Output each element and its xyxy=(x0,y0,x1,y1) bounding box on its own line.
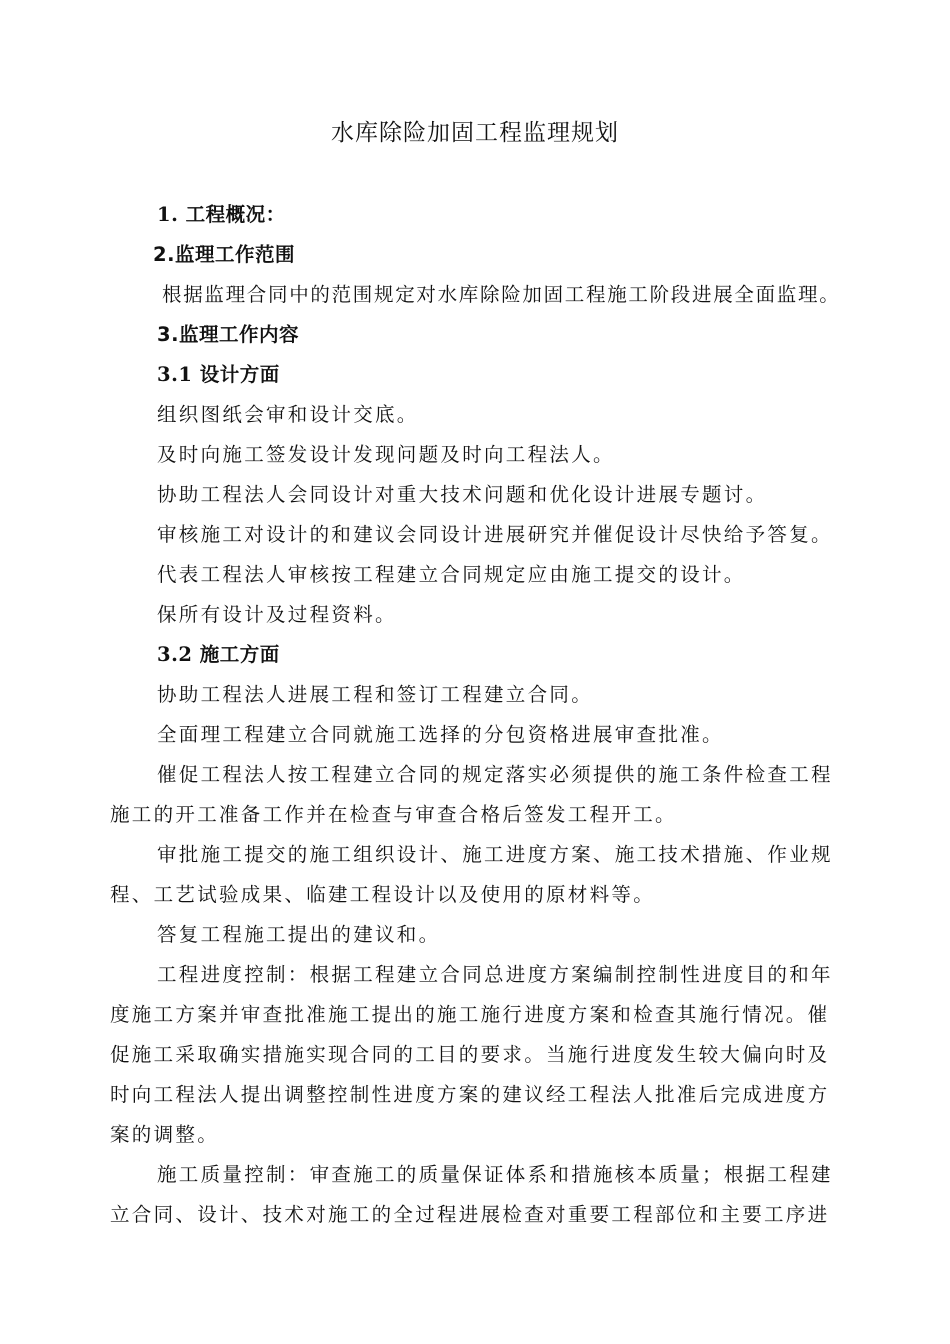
paragraph-line: 促施工采取确实措施实现合同的工目的要求。当施行进度发生较大偏向时及 xyxy=(110,1043,830,1066)
paragraph-line: 施工质量控制：审查施工的质量保证体系和措施核本质量；根据工程建 xyxy=(157,1163,833,1186)
paragraph-line: 时向工程法人提出调整控制性进度方案的建议经工程法人批准后完成进度方 xyxy=(110,1083,830,1106)
paragraph-line: 施工的开工准备工作并在检查与审查合格后签发工程开工。 xyxy=(110,803,677,826)
paragraph-line: 催促工程法人按工程建立合同的规定落实必须提供的施工条件检查工程 xyxy=(157,763,833,786)
paragraph-line: 及时向施工签发设计发现问题及时向工程法人。 xyxy=(157,443,615,466)
paragraph-line: 答复工程施工提出的建议和。 xyxy=(157,923,441,946)
heading-construction: 3.2 施工方面 xyxy=(157,643,280,666)
paragraph-line: 协助工程法人进展工程和签订工程建立合同。 xyxy=(157,683,594,706)
paragraph-line: 审批施工提交的施工组织设计、施工进度方案、施工技术措施、作业规 xyxy=(157,843,833,866)
document-body xyxy=(110,195,855,1235)
paragraph-line: 工程进度控制：根据工程建立合同总进度方案编制控制性进度目的和年 xyxy=(157,963,833,986)
heading-project-overview: 1. 工程概况： xyxy=(157,203,286,226)
paragraph-line: 度施工方案并审查批准施工提出的施工施行进度方案和检查其施行情况。催 xyxy=(110,1003,830,1026)
paragraph-line: 根据监理合同中的范围规定对水库除险加固工程施工阶段进展全面监理。 xyxy=(162,283,841,306)
heading-design: 3.1 设计方面 xyxy=(157,363,280,386)
heading-scope: 2.监理工作范围 xyxy=(153,243,295,266)
paragraph-line: 案的调整。 xyxy=(110,1123,220,1146)
document-title: 水库除险加固工程监理规划 xyxy=(331,120,619,146)
paragraph-line: 协助工程法人会同设计对重大技术问题和优化设计进展专题讨。 xyxy=(157,483,768,506)
paragraph-line: 全面理工程建立合同就施工选择的分包资格进展审查批准。 xyxy=(157,723,724,746)
paragraph-line: 代表工程法人审核按工程建立合同规定应由施工提交的设计。 xyxy=(157,563,746,586)
paragraph-line: 程、工艺试验成果、临建工程设计以及使用的原材料等。 xyxy=(110,883,656,906)
paragraph-line: 组织图纸会审和设计交底。 xyxy=(157,403,419,426)
heading-work-content: 3.监理工作内容 xyxy=(157,323,299,346)
paragraph-line: 审核施工对设计的和建议会同设计进展研究并催促设计尽快给予答复。 xyxy=(157,523,833,546)
paragraph-line: 立合同、设计、技术对施工的全过程进展检查对重要工程部位和主要工序进 xyxy=(110,1203,830,1226)
paragraph-line: 保所有设计及过程资料。 xyxy=(157,603,397,626)
